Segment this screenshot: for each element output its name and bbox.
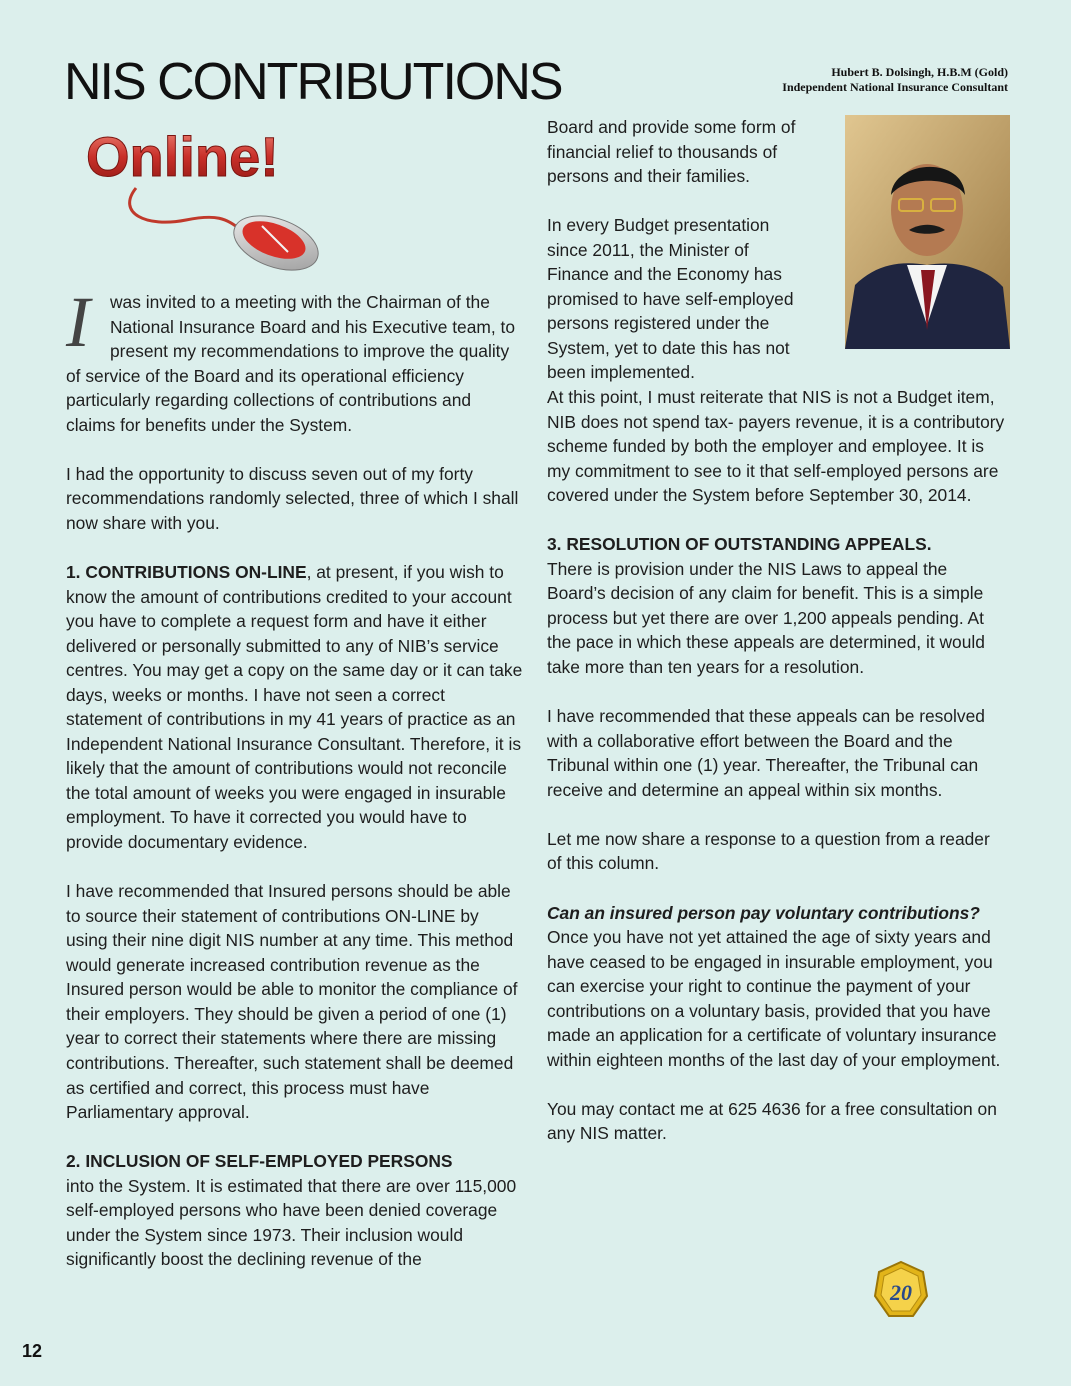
badge-number: 20	[890, 1280, 912, 1305]
paragraph: At this point, I must reiterate that NIS is not a Budget item, NIB does not spend tax- payers revenue, it is a contributory scheme funded by both the employer and employee. It is my commitment to see to it that self-employed persons are covered under the System before September 30, 2014.	[547, 387, 1005, 506]
online-word: Online!	[86, 125, 279, 188]
paragraph: Let me now share a response to a question from a reader of this column.	[547, 828, 990, 874]
photo-wrap-space	[804, 105, 1009, 365]
paragraph: Board and provide some form of financial relief to thousands of persons and their families.	[547, 117, 796, 187]
column-right	[547, 115, 1009, 1171]
anniversary-badge-icon	[871, 1260, 931, 1322]
contact-paragraph: You may contact me at 625 4636 for a free consultation on any NIS matter.	[547, 1098, 997, 1144]
reader-question: Can an insured person pay voluntary contributions?	[547, 902, 980, 923]
drop-cap: I	[66, 282, 90, 362]
paragraph: I have recommended that Insured persons should be able to source their statement of contributions ON-LINE by using their nine digit NIS number at any time. This method would generate increased contribution revenue as the Insured person would be able to monitor the compliance of their employers. They should be given a period of one (1) year to correct their statements where there are missing contributions. Thereafter, such statement shall be deemed as certified and correct, this process must have Parliamentary approval.	[66, 881, 518, 1123]
paragraph: I had the opportunity to discuss seven out of my forty recommendations randomly selected, three of which I shall now share with you.	[66, 463, 519, 533]
mouse-cable-icon	[130, 188, 241, 230]
section-contributions-online: 1. CONTRIBUTIONS ON-LINE, at present, if you wish to know the amount of contributions credited to your account you have to complete a request form and have it either delivered or personally submitted to any of NIB’s service centres. You may get a copy on the same day or it can take days, weeks or months. I have not seen a correct statement of contributions in my 41 years of practice as an Independent National Insurance Consultant. Therefore, it is likely that the amount of contributions would not reconcile the total amount of weeks you were engaged in insurable employment. To have it corrected you would have to provide documentary evidence.	[66, 562, 523, 853]
author-name: Hubert B. Dolsingh, H.B.M (Gold)	[831, 65, 1008, 79]
section-self-employed: 2. INCLUSION OF SELF-EMPLOYED PERSONS into the System. It is estimated that there are over 115,000 self-employed persons who have been denied coverage under the System since 1973. Their inclusion would significantly boost the declining revenue of the	[66, 1151, 517, 1270]
paragraph: I have recommended that these appeals can be resolved with a collaborative effort between the Board and the Tribunal within one (1) year. Thereafter, the Tribunal can receive and determine an appeal within six months.	[547, 706, 985, 800]
computer-mouse-icon	[226, 205, 325, 278]
intro-paragraph: I was invited to a meeting with the Chairman of the National Insurance Board and his Executive team, to present my recommendations to improve the quality of service of the Board and its operational efficiency particularly regarding collections of contributions and claims for benefits under the System.	[66, 282, 516, 435]
section-heading: 2. INCLUSION OF SELF-EMPLOYED PERSONS	[66, 1151, 453, 1172]
question-answer: Can an insured person pay voluntary contributions? Once you have not yet attained the age of sixty years and have ceased to be engaged in insurable employment, you can exercise your right to continue the payment of your contributions on a voluntary basis, provided that you have made an application for a certificate of voluntary insurance within eighteen months of the last day of your employment.	[547, 902, 1001, 1070]
online-mouse-graphic	[76, 118, 326, 278]
section-appeals: 3. RESOLUTION OF OUTSTANDING APPEALS. There is provision under the NIS Laws to appeal the Board’s decision of any claim for benefit. This is a simple process but yet there are over 1,200 appeals pending. At the pace in which these appeals are determined, it would take more than ten years for a resolution.	[547, 534, 985, 678]
author-byline	[782, 65, 1008, 95]
article-title: NIS CONTRIBUTIONS	[64, 53, 562, 111]
page-number: 12	[22, 1341, 43, 1361]
author-role: Independent National Insurance Consultant	[782, 80, 1008, 94]
section-heading: 3. RESOLUTION OF OUTSTANDING APPEALS.	[547, 534, 932, 555]
paragraph: In every Budget presentation since 2011, the Minister of Finance and the Economy has promised to have self-employed persons registered under the System, yet to date this has not been implemented.	[547, 215, 794, 383]
section-heading: 1. CONTRIBUTIONS ON-LINE	[66, 562, 307, 583]
column-left	[66, 282, 524, 1296]
